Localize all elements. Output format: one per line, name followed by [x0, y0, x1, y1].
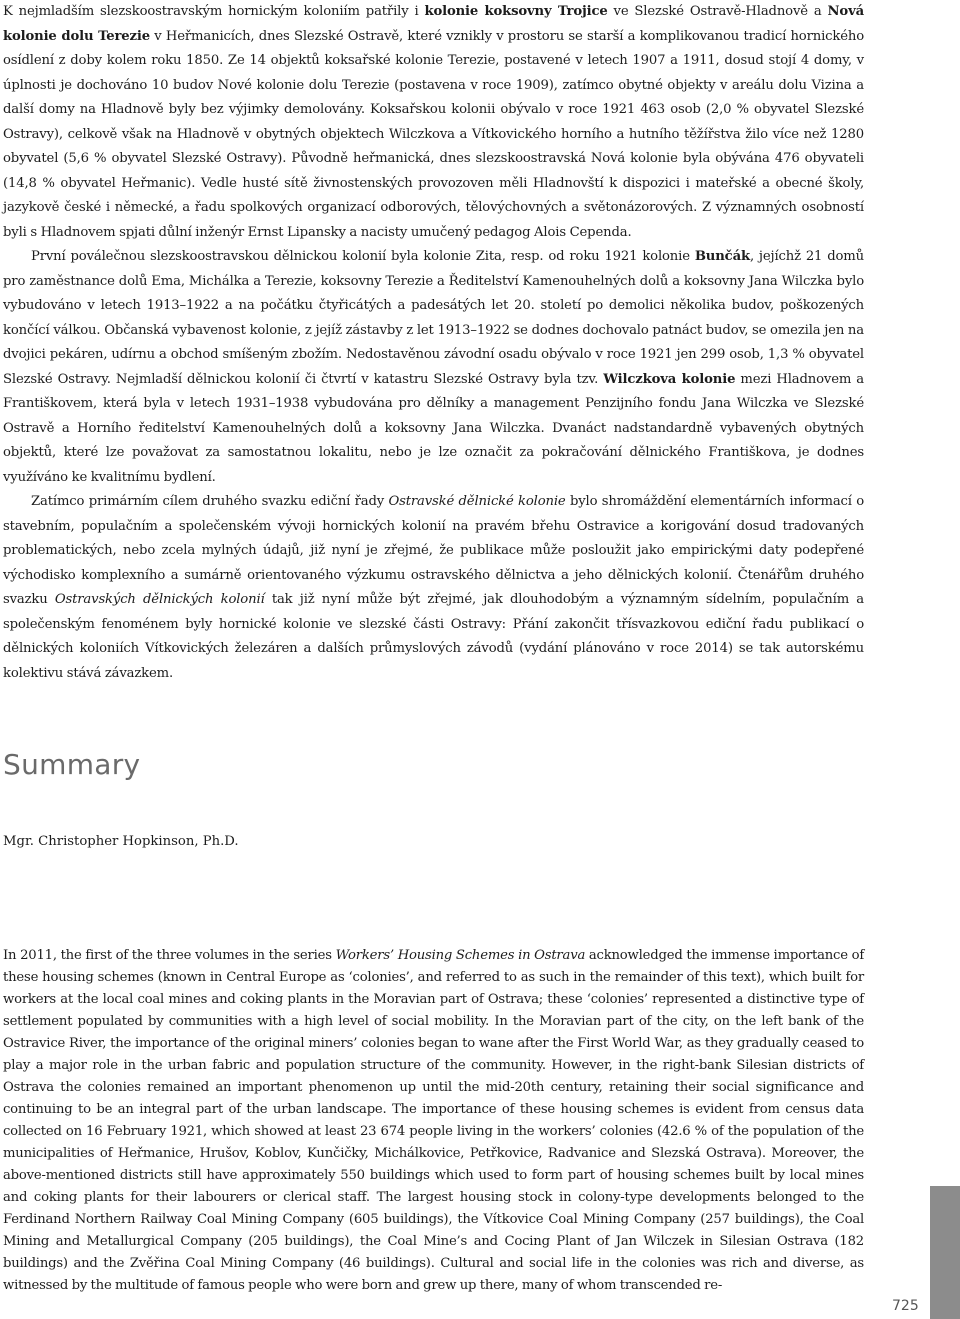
- czech-text-block: [3, 0, 864, 686]
- text-run: v Heřmanicích, dnes Slezské Ostravě, které vznikly v prostoru se starší a komplikovanou tradicí hornického osídlení z doby kolem roku 1850. Ze 14 objektů koksařské kolonie Terezie, postavené v letech 1907 a 1911, dosud stojí 4 domy, v úplnosti je dochováno 10 budov Nové kolonie dolu Terezie (postavena v roce 1909), zatímco obytné objekty v areálu dolu Vizina a další domy na Hladnově byly bez výjimky demolovány. Koksařskou kolonii obývalo v roce 1921 463 osob (2,0 % obyvatel Slezské Ostravy), celkově však na Hladnově v obytných objektech Wilczkova a Vítkovického horního a hutního těžířstva žilo více než 1280 obyvatel (5,6 % obyvatel Slezské Ostravy). Původně heřmanická, dnes slezskoostravská Nová kolonie byla obývána 476 obyvateli (14,8 % obyvatel Heřmanic). Vedle husté sítě živnostenských provozoven měli Hladnovští k dispozici i mateřské a obecné školy, jazykově české i německé, a řadu spolkových organizací odborových, tělovýchovných a světonázorových. Z významných osobností byli s Hladnovem spjati důlní inženýr Ernst Lipansky a nacisty umučený pedagog Alois Cependa.: [3, 28, 865, 240]
- text-run: Zatímco primárním cílem druhého svazku ediční řady: [31, 494, 389, 509]
- summary-heading: Summary: [3, 748, 141, 781]
- text-run: bylo shromáždění elementárních informací o stavebním, populačním a společenském vývoji hornických kolonií na pravém břehu Ostravice a korigování dosud tradovaných problematických, nebo zcela mylných údajů, již nyní je zřejmé, že publikace může posloužit jako empirickými daty podepřené východisko komplexního a sumárně orientovaného výzkumu ostravského dělnictva a jeho dělnických kolonií. Čtenářům druhého svazku: [3, 494, 864, 607]
- italic-series-title: Workers’ Housing Schemes in Ostrava: [335, 948, 586, 963]
- text-run: První poválečnou slezskoostravskou dělnickou kolonií byla kolonie Zita, resp. od roku 1921 kolonie: [31, 249, 695, 264]
- page-side-tab: [930, 1186, 960, 1319]
- italic-series-title: Ostravských dělnických kolonií: [54, 592, 265, 607]
- text-run: acknowledged the immense importance of these housing schemes (known in Central Europe as ‘colonies’, and referred to as such in the remainder of this text), which built for workers at the local coal mines and coking plants in the Moravian part of Ostrava; these ‘colonies’ represented a distinctive type of settlement populated by communities with a high level of social mobility. In the Moravian part of the city, on the left bank of the Ostravice River, the importance of the original miners’ colonies began to wane after the First World War, as they gradually ceased to play a major role in the urban fabric and population structure of the community. However, in the right-bank Silesian districts of Ostrava the colonies remained an important phenomenon up until the mid-20th century, retaining their social significance and continuing to be an integral part of the urban landscape. The importance of these housing schemes is evident from census data collected on 16 February 1921, which showed at least 23 674 people living in the workers’ colonies (42.6 % of the population of the municipalities of Heřmanice, Hrušov, Koblov, Kunčičky, Michálkovice, Petřkovice, Radvanice and Slezská Ostrava). Moreover, the above-mentioned districts still have approximately 550 buildings which used to form part of housing schemes built by local mines and coking plants for their labourers or clerical staff. The largest housing stock in colony-type developments belonged to the Ferdinand Northern Railway Coal Mining Company (605 buildings), the Vítkovice Coal Mining Company (257 buildings), the Coal Mining and Metallurgical Company (205 buildings), the Coal Mine’s and Cocing Plant of Jan Wilczek in Silesian Ostrava (182 buildings) and the Zvěřina Coal Mining Company (46 buildings). Cultural and social life in the colonies was rich and diverse, as witnessed by the multitude of famous people who were born and grew up there, many of whom transcended re-: [3, 948, 864, 1293]
- text-run: , jejíchž 21 domů pro zaměstnance dolů Ema, Michálka a Terezie, koksovny Terezie a Ředitelství Kamenouhelných dolů a koksovny Jana Wilczka bylo vybudováno v letech 1913–1922 a na počátku čtyřicátých a padesátých let 20. století po demolici několika budov, poškozených končící válkou. Občanská vybavenost kolonie, z jejíž zástavby z let 1913–1922 se dodnes dochovalo patnáct budov, se omezila jen na dvojici pekáren, udírnu a obchod smíšeným zbožím. Nedostavěnou závodní osadu obývalo v roce 1921 jen 299 osob, 1,3 % obyvatel Slezské Ostravy. Nejmladší dělnickou kolonií či čtvrtí v katastru Slezské Ostravy byla tzv.: [3, 249, 864, 387]
- english-summary-block: [3, 945, 864, 1297]
- italic-series-title: Ostravské dělnické kolonie: [388, 494, 566, 509]
- text-run: K nejmladším slezskoostravským hornickým koloniím patřily i: [3, 4, 425, 19]
- paragraph-1: [3, 0, 864, 245]
- bold-term-terezie: Nová kolonie dolu Terezie: [3, 4, 864, 44]
- text-run: tak již nyní může být zřejmé, jak dlouhodobým a významným sídelním, populačním a společenským fenoménem byly hornické kolonie ve slezské části Ostravy: Přání zakončit třísvazkovou ediční řadu publikací o dělnických koloniích Vítkovických železáren a dalších průmyslových závodů (vydání plánováno v roce 2014) se tak autorskému kolektivu stává závazkem.: [3, 592, 864, 681]
- text-run: In 2011, the first of the three volumes in the series: [3, 948, 336, 963]
- bold-term-wilczkova: Wilczkova kolonie: [603, 371, 736, 387]
- paragraph-3: [3, 490, 864, 686]
- summary-paragraph: [3, 945, 864, 1297]
- text-run: mezi Hladnovem a Františkovem, která byla v letech 1931–1938 vybudována pro dělníky a management Penzijního fondu Jana Wilczka ve Slezské Ostravě a Horního ředitelství Kamenouhelných dolů a koksovny Jana Wilczka. Dvanáct nadstandardně vybavených obytných objektů, které lze považovat za samostatnou lokalitu, nebo je lze označit za pokračování dělnického Františkova, je dodnes využíváno ke kvalitnímu bydlení.: [3, 371, 864, 485]
- text-run: ve Slezské Ostravě-Hladnově a: [607, 4, 828, 19]
- bold-term-trojice: kolonie koksovny Trojice: [424, 4, 608, 19]
- paragraph-2: [3, 245, 864, 490]
- page-number: 725: [892, 1298, 919, 1314]
- summary-author: Mgr. Christopher Hopkinson, Ph.D.: [3, 834, 239, 849]
- bold-term-buncak: Bunčák: [694, 249, 750, 264]
